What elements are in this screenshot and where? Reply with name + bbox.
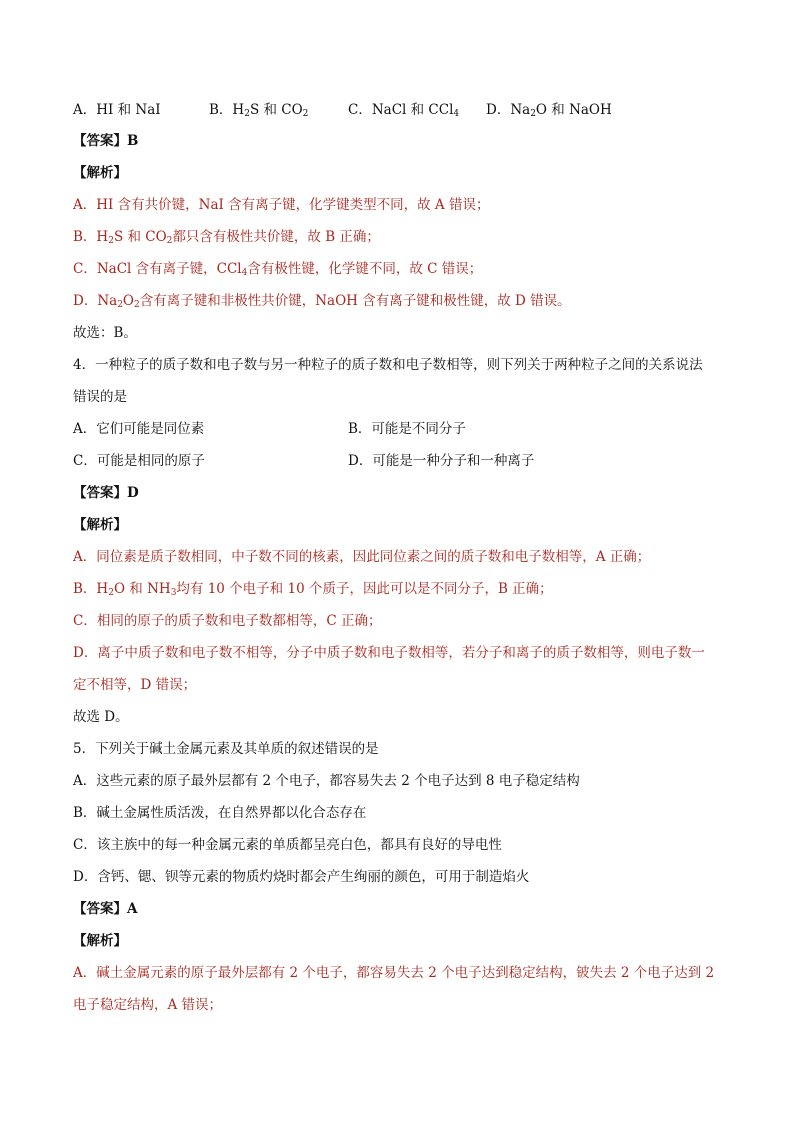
q5-analysis-label: 【解析】 xyxy=(73,933,127,949)
q5-stem: 5．下列关于碱土金属元素及其单质的叙述错误的是 xyxy=(73,741,379,757)
q4-analysis-b: B．$H_2O$ 和 $NH_3$均有 10 个电子和 10 个质子，因此可以是不同分子，B 正确； xyxy=(73,581,553,598)
q4-analysis-d-line1: D．离子中质子数和电子数不相等，分子中质子数和电子数相等，若分子和离子的质子数相等，则电子数一 xyxy=(73,645,705,661)
q3-analysis-a: A．HI 含有共价键，NaI 含有离子键，化学键类型不同，故 A 错误； xyxy=(73,197,490,213)
q5-option-b: B．碱土金属性质活泼，在自然界都以化合态存在 xyxy=(73,805,367,821)
q3-analysis-c: C．NaCl 含有离子键，CCl$_4$含有极性键，化学键不同，故 C 错误； xyxy=(73,261,483,278)
q3-analysis-b: B．$H_2S$ 和 $CO_2$都只含有极性共价键，故 B 正确； xyxy=(73,229,380,246)
q3-analysis-label: 【解析】 xyxy=(73,165,127,181)
q5-analysis-a-line1: A．碱土金属元素的原子最外层都有 2 个电子，都容易失去 2 个电子达到稳定结构，铍失去 2 个电子达到 2 xyxy=(73,965,715,981)
q3-option-c: C．NaCl 和 CCl$_4$ xyxy=(348,102,460,119)
q4-stem-line1: 4．一种粒子的质子数和电子数与另一种粒子的质子数和电子数相等，则下列关于两种粒子之间的关系说法 xyxy=(73,357,703,373)
q3-option-b: B．$H_2S$ 和 $CO_2$ xyxy=(209,102,309,119)
q4-option-d: D．可能是一种分子和一种离子 xyxy=(348,453,535,469)
q3-option-d: D．$Na_2O$ 和 NaOH xyxy=(486,102,612,119)
q4-option-c: C．可能是相同的原子 xyxy=(73,453,205,469)
q3-option-a: A．HI 和 NaI xyxy=(73,102,161,118)
q4-analysis-c: C．相同的原子的质子数和电子数都相等，C 正确； xyxy=(73,613,382,629)
q4-option-a: A．它们可能是同位素 xyxy=(73,421,205,437)
q5-option-d: D．含钙、锶、钡等元素的物质灼烧时都会产生绚丽的颜色，可用于制造焰火 xyxy=(73,869,530,885)
q3-conclusion: 故选：B。 xyxy=(73,325,137,341)
q3-analysis-d: D．$Na_2O_2$含有离子键和非极性共价键，NaOH 含有离子键和极性键，故 D 错误。 xyxy=(73,293,571,310)
q5-analysis-a-line2: 电子稳定结构，A 错误； xyxy=(73,997,223,1013)
q4-option-b: B．可能是不同分子 xyxy=(348,421,466,437)
q5-option-c: C．该主族中的每一种金属元素的单质都呈亮白色，都具有良好的导电性 xyxy=(73,837,502,853)
q4-analysis-label: 【解析】 xyxy=(73,517,127,533)
q3-answer: 【答案】B xyxy=(73,133,139,149)
q4-answer: 【答案】D xyxy=(73,485,139,501)
q4-conclusion: 故选 D。 xyxy=(73,709,129,725)
q5-answer: 【答案】A xyxy=(73,901,138,917)
q4-analysis-d-line2: 定不相等，D 错误； xyxy=(73,677,197,693)
q5-option-a: A．这些元素的原子最外层都有 2 个电子，都容易失去 2 个电子达到 8 电子稳定结构 xyxy=(73,773,580,789)
q4-stem-line2: 错误的是 xyxy=(73,389,127,405)
q4-analysis-a: A．同位素是质子数相同，中子数不同的核素，因此同位素之间的质子数和电子数相等，A 正确； xyxy=(73,549,651,565)
